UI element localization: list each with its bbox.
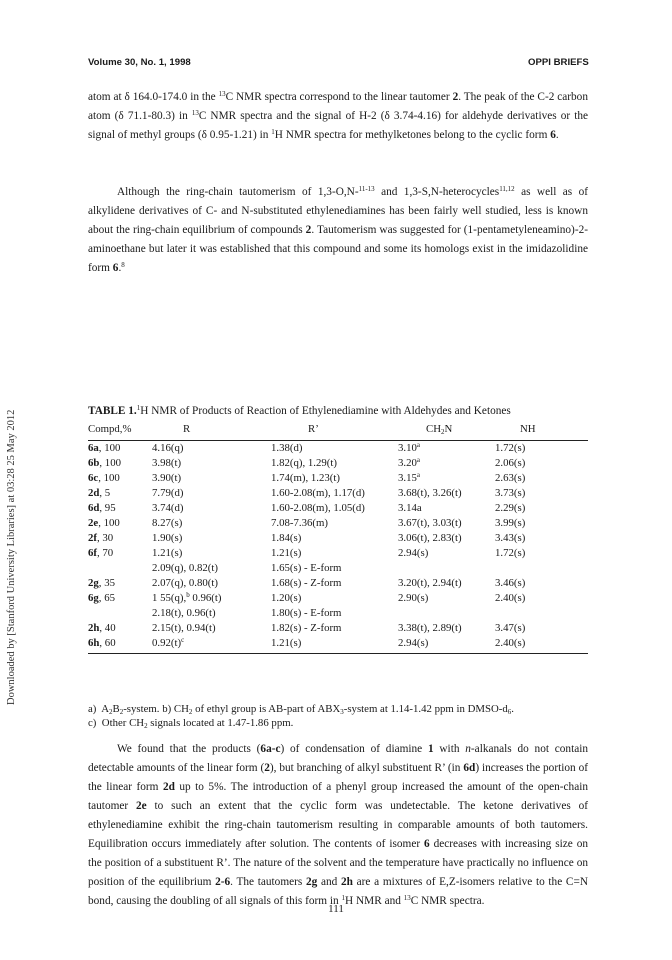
cell-ch2n: 3.06(t), 2.83(t) — [398, 532, 462, 544]
cell-compd: 2h, 40 — [88, 622, 116, 634]
cell-compd: 2f, 30 — [88, 532, 114, 544]
cell-r-prime: 1.21(s) — [271, 547, 302, 559]
cell-ch2n: 3.38(t), 2.89(t) — [398, 622, 462, 634]
table-row — [88, 531, 588, 546]
cell-nh: 3.47(s) — [495, 622, 526, 634]
table-row — [88, 591, 588, 606]
table-row — [88, 486, 588, 501]
cell-ch2n: 3.10$^a$ — [398, 441, 421, 454]
table-row — [88, 576, 588, 591]
cell-r-prime: 1.82(s) - Z-form — [271, 622, 342, 634]
table-row — [88, 516, 588, 531]
cell-nh: 3.46(s) — [495, 577, 526, 589]
cell-r: 2.07(q), 0.80(t) — [152, 577, 218, 589]
cell-r-prime: 1.20(s) — [271, 592, 302, 604]
cell-compd: 6b, 100 — [88, 457, 121, 469]
cell-r-prime: 7.08-7.36(m) — [271, 517, 328, 529]
cell-r: 1.90(s) — [152, 532, 183, 544]
cell-ch2n: 3.20$^a$ — [398, 456, 421, 469]
cell-r: 2.15(t), 0.94(t) — [152, 622, 216, 634]
footnote-a-b: a) $A_2B_2$-system. b) $CH_2$ of ethyl group is AB-part of $ABX_3$-system at 1.14-1.42 ppm in DMSO-$d_6$. — [88, 703, 514, 716]
header-ch2n: $CH_2N$ — [426, 423, 453, 436]
table-row — [88, 561, 588, 576]
paragraph-text: We found that the products (6a-c) of condensation of diamine 1 with n-alkanals do not contain detectable amounts of the linear form (2), but branching of alkyl substituent R’ (in 6d) increases the portion of the linear form 2d up to 5%. The introduction of a phenyl group increased the amount of the open-chain tautomer 2e to such an extent that the cyclic form was undetectable. The ketone derivatives of ethylenediamine exhibit the ring-chain tautomerism resulting in comparable amounts of both tautomers. Equilibration occurs immediately after solution. The contents of isomer 6 decreases with increasing size on the position of a substituent R’. The nature of the solvent and the temperature have practically no influence on position of the equilibrium 2-6. The tautomers 2g and 2h are a mixtures of E,Z-isomers relative to the C=N bond, causing the doubling of all signals of this form in $^1$H NMR and $^{13}$C NMR spectra. — [88, 743, 589, 907]
cell-nh: 3.43(s) — [495, 532, 526, 544]
cell-r-prime: 1.80(s) - E-form — [271, 607, 342, 619]
cell-ch2n: 2.94(s) — [398, 637, 429, 649]
cell-nh: 2.40(s) — [495, 592, 526, 604]
header-r: R — [183, 423, 191, 435]
cell-nh: 1.72(s) — [495, 442, 526, 454]
cell-r: 8.27(s) — [152, 517, 183, 529]
header-nh: NH — [520, 423, 536, 435]
cell-compd: 6d, 95 — [88, 502, 116, 514]
cell-r: $0.92(t)^c$ — [152, 636, 185, 649]
paragraph-3 — [88, 740, 588, 911]
cell-nh: 1.72(s) — [495, 547, 526, 559]
cell-nh: 2.06(s) — [495, 457, 526, 469]
table-caption: $^1$H NMR of Products of Reaction of Ethylenediamine with Aldehydes and Ketones — [136, 404, 511, 417]
cell-r-prime: 1.60-2.08(m), 1.17(d) — [271, 487, 365, 499]
cell-ch2n: 3.67(t), 3.03(t) — [398, 517, 462, 529]
cell-ch2n: 2.90(s) — [398, 592, 429, 604]
table-body — [88, 441, 588, 651]
cell-ch2n: 2.94(s) — [398, 547, 429, 559]
cell-compd: 6g, 65 — [88, 592, 115, 604]
download-watermark — [6, 225, 20, 705]
nmr-table — [88, 422, 588, 654]
cell-r: 2.18(t), 0.96(t) — [152, 607, 216, 619]
paragraph-text: atom at δ 164.0-174.0 in the $^{13}$C NMR spectra correspond to the linear tautomer 2. The peak of the C-2 carbon atom (δ 71.1-80.3) in $^{13}$C NMR spectra and the signal of H-2 (δ 3.74-4.16) for aldehyde derivatives or the signal of methyl groups (δ 0.95-1.21) in $^1$H NMR spectra for methylketones belong to the cyclic form 6. — [88, 90, 588, 141]
cell-r-prime: 1.21(s) — [271, 637, 302, 649]
paragraph-1 — [88, 88, 588, 145]
running-header-volume: Volume 30, No. 1, 1998 — [88, 57, 191, 68]
cell-compd: 2d, 5 — [88, 487, 111, 499]
paragraph-text: Although the ring-chain tautomerism of 1,3-O,N-$^{11-13}$ and 1,3-S,N-heterocycles$^{11,12}$ as well as of alkylidene derivatives of C- and N-substituted ethylenediamines has been fairly well studied, less is known about the ring-chain equilibrium of compounds 2. Tautomerism was suggested for (1-pentametyleneamino)-2-aminoethane but later it was established that this compound and some its homologs exist in the imidazolidine form 6.$^8$ — [88, 185, 588, 274]
cell-compd: 2g, 35 — [88, 577, 115, 589]
cell-r-prime: 1.82(q), 1.29(t) — [271, 457, 337, 469]
running-header-section: OPPI BRIEFS — [528, 57, 589, 68]
cell-r: 1 55(q),$^b$ 0.96(t) — [152, 591, 222, 604]
cell-r-prime: 1.68(s) - Z-form — [271, 577, 342, 589]
cell-nh: 3.73(s) — [495, 487, 526, 499]
header-r-prime: R’ — [308, 423, 319, 435]
page-number: 111 — [328, 903, 344, 915]
table-row — [88, 636, 588, 651]
table-row — [88, 471, 588, 486]
cell-ch2n: 3.14a — [398, 502, 422, 514]
cell-nh: 3.99(s) — [495, 517, 526, 529]
cell-nh: 2.63(s) — [495, 472, 526, 484]
paragraph-2 — [88, 183, 588, 278]
cell-r-prime: 1.38(d) — [271, 442, 303, 454]
cell-compd: 6c, 100 — [88, 472, 120, 484]
cell-r-prime: 1.60-2.08(m), 1.05(d) — [271, 502, 365, 514]
table-bottom-rule — [88, 653, 588, 654]
cell-nh: 2.40(s) — [495, 637, 526, 649]
table-label: TABLE 1. — [88, 405, 137, 417]
cell-r: 4.16(q) — [152, 442, 184, 454]
header-compd: Compd,% — [88, 423, 132, 435]
cell-nh: 2.29(s) — [495, 502, 526, 514]
cell-r: 3.98(t) — [152, 457, 182, 469]
cell-r-prime: 1.84(s) — [271, 532, 302, 544]
cell-compd: 6a, 100 — [88, 442, 121, 454]
table-row — [88, 606, 588, 621]
cell-compd: 6h, 60 — [88, 637, 116, 649]
table-row — [88, 456, 588, 471]
cell-ch2n: 3.20(t), 2.94(t) — [398, 577, 462, 589]
cell-r: 3.90(t) — [152, 472, 182, 484]
cell-ch2n: 3.68(t), 3.26(t) — [398, 487, 462, 499]
cell-r: 2.09(q), 0.82(t) — [152, 562, 218, 574]
footnote-c: c) Other $CH_2$ signals located at 1.47-1.86 ppm. — [88, 717, 294, 730]
cell-ch2n: 3.15$^a$ — [398, 471, 421, 484]
table-row — [88, 441, 588, 456]
cell-r-prime: 1.65(s) - E-form — [271, 562, 342, 574]
table-footnotes — [88, 702, 514, 730]
cell-r-prime: 1.74(m), 1.23(t) — [271, 472, 340, 484]
cell-compd: 2e, 100 — [88, 517, 120, 529]
table-header-row — [88, 422, 588, 441]
table-row — [88, 621, 588, 636]
table-row — [88, 501, 588, 516]
cell-compd: 6f, 70 — [88, 547, 114, 559]
table-row — [88, 546, 588, 561]
cell-r: 1.21(s) — [152, 547, 183, 559]
cell-r: 3.74(d) — [152, 502, 184, 514]
download-note: Downloaded by [Stanford University Libraries] at 03:28 25 May 2012 — [6, 409, 17, 705]
table-title — [88, 405, 511, 417]
cell-r: 7.79(d) — [152, 487, 184, 499]
